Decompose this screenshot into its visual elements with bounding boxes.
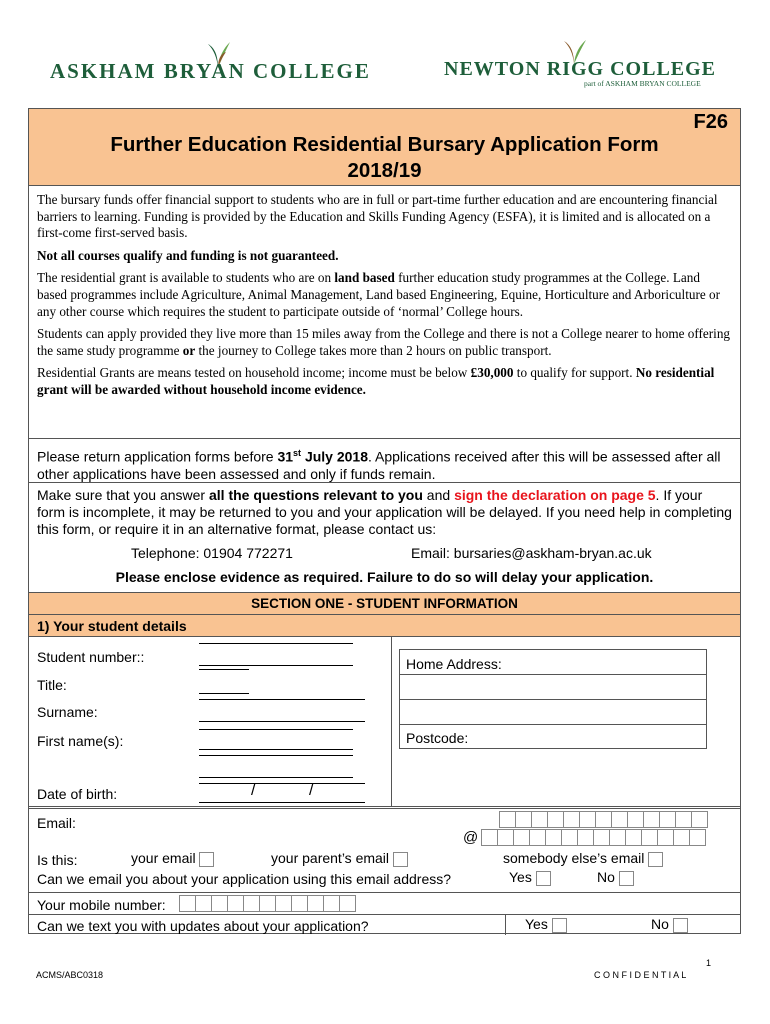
- email-block: [29, 808, 740, 891]
- mobile-label: Your mobile number:: [37, 897, 166, 913]
- student-number-input-2[interactable]: [199, 665, 353, 666]
- form-title: Further Education Residential Bursary Application Form: [110, 133, 659, 156]
- title-input-2[interactable]: [199, 693, 249, 694]
- student-details-title: 1) Your student details: [37, 618, 187, 634]
- student-details-header: [29, 614, 740, 637]
- askham-logo-text: ASKHAM BRYAN COLLEGE: [50, 59, 371, 83]
- first-names-input[interactable]: [199, 729, 353, 730]
- student-number-label: Student number::: [37, 649, 145, 665]
- form-year: 2018/19: [347, 159, 422, 182]
- email-consent-no-checkbox[interactable]: [619, 871, 634, 886]
- newton-logo-subtext: part of ASKHAM BRYAN COLLEGE: [584, 79, 701, 88]
- dob-block: [29, 778, 740, 808]
- footer-reference: ACMS/ABC0318: [36, 970, 104, 980]
- text-consent-yes[interactable]: Yes: [525, 916, 567, 933]
- your-email-option[interactable]: your email: [131, 850, 214, 867]
- email-label: Email:: [37, 815, 76, 831]
- someone-email-checkbox[interactable]: [648, 852, 663, 867]
- dob-input[interactable]: [199, 802, 365, 803]
- first-names-input-3[interactable]: [199, 755, 353, 756]
- parents-email-option[interactable]: your parent’s email: [271, 850, 408, 867]
- newton-logo: [444, 40, 734, 90]
- contact-telephone: Telephone: 01904 772271: [131, 545, 293, 561]
- section-one-header: [29, 592, 740, 615]
- postcode-label: Postcode:: [406, 730, 469, 746]
- newton-logo-text: NEWTON RIGG COLLEGE: [444, 58, 717, 80]
- student-number-input[interactable]: [199, 643, 353, 644]
- surname-label: Surname:: [37, 704, 98, 720]
- form-body: [28, 186, 741, 934]
- email-consent-no[interactable]: No: [597, 869, 634, 886]
- declaration-link: sign the declaration on page 5: [454, 487, 656, 503]
- email-consent-yes-checkbox[interactable]: [536, 871, 551, 886]
- home-address-box[interactable]: [399, 649, 707, 749]
- page-number: 1: [706, 958, 712, 968]
- someone-email-option[interactable]: somebody else’s email: [503, 850, 663, 867]
- means-test-paragraph: Residential Grants are means tested on household income; income must be below £30,000 to qualify for support. No residential grant will be awarded without household income evidence.: [37, 365, 715, 397]
- your-email-checkbox[interactable]: [199, 852, 214, 867]
- confidential-label: C O N F I D E N T I A L: [594, 970, 687, 980]
- email-domain-input[interactable]: [481, 829, 705, 851]
- dob-label: Date of birth:: [37, 786, 118, 802]
- email-consent-yes[interactable]: Yes: [509, 869, 551, 886]
- section-one-title: SECTION ONE - STUDENT INFORMATION: [251, 596, 518, 611]
- dob-separator-2: /: [309, 782, 314, 799]
- text-consent-no-checkbox[interactable]: [673, 918, 688, 933]
- intro-section: [37, 192, 730, 405]
- eligibility-paragraph: Students can apply provided they live more than 15 miles away from the College and there is not a College nearer to home offering the same study programme or the journey to College takes more than 2 hours on public transport.: [37, 326, 731, 358]
- at-symbol: @: [463, 829, 479, 846]
- parents-email-checkbox[interactable]: [393, 852, 408, 867]
- surname-input-top[interactable]: [199, 699, 365, 700]
- home-address-label: Home Address:: [406, 656, 502, 672]
- instructions: Make sure that you answer all the questions relevant to you and sign the declaration on page 5. If your form is incomplete, it may be returned to you and your application will be delayed. If you need help in completing this form, or require it in an alternative format, please contact us: Telephone: 01904 772271 Email: bursaries@askham-bryan.ac.uk Please enclose evidence as required. Failure to do so will delay your application.: [29, 482, 740, 587]
- dob-separator-1: /: [251, 782, 256, 799]
- intro-paragraph: The bursary funds offer financial support to students who are in full or part-time further education and are encountering financial barriers to learning. Funding is provided by the Education and Skills Funding Agency (ESFA), it is limited and is allocated on a first-come first-served basis.: [37, 192, 718, 241]
- is-this-label: Is this:: [37, 852, 78, 868]
- form-code: F26: [693, 111, 728, 133]
- residential-grant-paragraph: The residential grant is available to students who are on land based further education study programmes at the College. Land based programmes include Agriculture, Animal Management, Land based Engineering, Equine, Horticulture and Arboriculture or any other course which requires the student to participate outside of ‘normal’ College hours.: [37, 270, 720, 319]
- contact-email: Email: bursaries@askham-bryan.ac.uk: [411, 545, 652, 561]
- form-header: [28, 108, 741, 186]
- evidence-notice: Please enclose evidence as required. Failure to do so will delay your application.: [115, 569, 654, 585]
- text-consent-yes-checkbox[interactable]: [552, 918, 567, 933]
- title-label: Title:: [37, 677, 67, 693]
- askham-logo: [50, 42, 390, 86]
- first-names-input-2[interactable]: [199, 749, 353, 750]
- mobile-block: [29, 892, 740, 935]
- text-consent-question: Can we text you with updates about your application?: [37, 918, 369, 934]
- first-names-label: First name(s):: [37, 733, 124, 749]
- title-input[interactable]: [199, 669, 249, 670]
- intro-warning: Not all courses qualify and funding is not guaranteed.: [37, 247, 339, 263]
- email-consent-question: Can we email you about your application using this email address?: [37, 871, 452, 887]
- surname-input[interactable]: [199, 721, 365, 722]
- return-notice: Please return application forms before 31st July 2018. Applications received after this will be assessed after all other applications have been assessed and only if funds remain.: [29, 438, 740, 481]
- text-consent-no[interactable]: No: [651, 916, 688, 933]
